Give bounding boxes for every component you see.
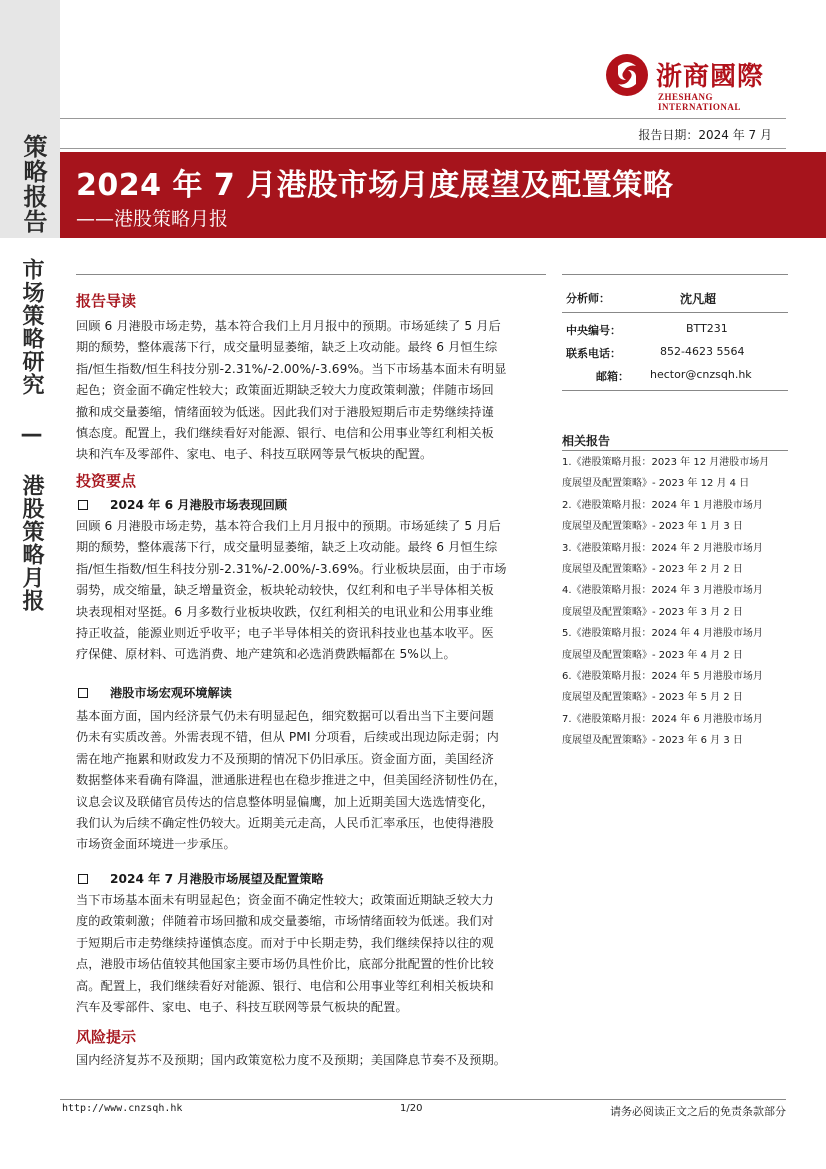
risk-text: 国内经济复苏不及预期；国内政策宽松力度不及预期；美国降息节奏不及预期。 xyxy=(76,1053,507,1067)
divider xyxy=(562,450,788,451)
footer-divider xyxy=(60,1099,786,1100)
divider xyxy=(562,390,788,391)
list-item[interactable]: 2.《港股策略月报：2024 年 1 月港股市场月 度展望及配置策略》- 2023 年 1 月 3 日 xyxy=(562,499,763,533)
section-heading: 港股市场宏观环境解读 xyxy=(76,684,232,701)
logo-name-en: ZHESHANG INTERNATIONAL xyxy=(658,92,741,112)
section-heading: 2024 年 7 月港股市场展望及配置策略 xyxy=(76,870,324,887)
section-text: 当下市场基本面未有明显起色；资金面不确定性较大；政策面近期缺乏较大力 度的政策刺激；伴随着市场回撤和成交量萎缩，市场情绪面较为低迷。我们对 于短期后市走势继续持谨慎态度。而对于中长期走势，我们继续保持以往的观 点，港股市场估值较其他国家主要市场仍具性价比，底部分批配置的性价比较 高。配置上，我们继续看好对能源、银行、电信和公用事业等红利相关板块和 汽车及零部件、家电、电子、科技互联网等景气板块的配置。 xyxy=(76,893,494,1015)
page-number: 1/20 xyxy=(400,1103,423,1114)
page-title: 2024 年 7 月港股市场月度展望及配置策略 xyxy=(76,168,674,203)
divider xyxy=(562,312,788,313)
phone-label: 联系电话： xyxy=(566,347,621,360)
report-date: 报告日期：2024 年 7 月 xyxy=(638,128,772,142)
checkbox-bullet-icon xyxy=(78,688,88,698)
guide-text: 回顾 6 月港股市场走势，基本符合我们上月月报中的预期。市场延续了 5 月后 期的颓势，整体震荡下行，成交量明显萎缩，缺乏上攻动能。最终 6 月恒生综 指/恒生指数/恒生科技分别-2.31%/-2.00%/-3.69%。当下市场基本面未有明显 起色；资金面不确定性较大；政策面近期缺乏较大力度政策刺激；伴随市场回 撤和成交量萎缩，情绪面较为低迷。因此我们对于港股短期后市走势继续持谨 慎态度。配置上，我们继续看好对能源、银行、电信和公用事业等红利相关板 块和汽车及零部件、家电、电子、科技互联网等景气板块的配置。 xyxy=(76,319,507,462)
footer-url[interactable]: http://www.cnzsqh.hk xyxy=(62,1103,183,1114)
divider xyxy=(76,274,546,275)
checkbox-bullet-icon xyxy=(78,874,88,884)
section-heading: 2024 年 6 月港股市场表现回顾 xyxy=(76,496,287,513)
analyst-name: 沈凡超 xyxy=(680,292,717,306)
list-item[interactable]: 6.《港股策略月报：2024 年 5 月港股市场月 度展望及配置策略》- 2023 年 5 月 2 日 xyxy=(562,671,763,704)
section-text: 基本面方面，国内经济景气仍未有明显起色，细究数据可以看出当下主要问题 仍未有实质改善。外需表现不错，但从 PMI 分项看，后续或出现边际走弱；内 需在地产拖累和财政发力不及预期的情况下仍旧承压。资金面方面，美国经济 数据整体来看确有降温，泄通胀进程也在稳步推进之中，但美国经济韧性仍在， 议息会议及联储官员传达的信息整体明显偏鹰，加上近期美国大选选情变化， 我们认为后续不确定性仍较大。近期美元走高，人民币汇率承压，也使得港股 市场资金面环境进一步承压。 xyxy=(76,709,507,852)
list-item[interactable]: 5.《港股策略月报：2024 年 4 月港股市场月 度展望及配置策略》- 2023 年 4 月 2 日 xyxy=(562,628,763,661)
list-item[interactable]: 4.《港股策略月报：2024 年 3 月港股市场月 度展望及配置策略》- 2023 年 3 月 2 日 xyxy=(562,585,763,618)
list-item[interactable]: 7.《港股策略月报：2024 年 6 月港股市场月 度展望及配置策略》- 2023 年 6 月 3 日 xyxy=(562,713,763,747)
email-label: 邮箱： xyxy=(596,370,629,383)
risk-title: 风险提示 xyxy=(76,1028,137,1046)
logo-name-cn: 浙商國際 xyxy=(656,62,765,92)
divider xyxy=(60,118,786,119)
logo-mark-icon xyxy=(606,54,648,96)
related-reports-list xyxy=(562,452,788,752)
left-top-stripe xyxy=(0,0,60,120)
checkbox-bullet-icon xyxy=(78,500,88,510)
list-item[interactable]: 3.《港股策略月报：2024 年 2 月港股市场月 度展望及配置策略》- 2023 年 2 月 2 日 xyxy=(562,542,763,576)
points-title: 投资要点 xyxy=(76,472,137,490)
report-category: 策略报告 xyxy=(19,134,47,234)
list-item[interactable]: 1.《港股策略月报：2023 年 12 月港股市场月 度展望及配置策略》- 2023 年 12 月 4 日 xyxy=(562,457,770,490)
company-logo xyxy=(606,54,786,110)
page-subtitle: ——港股策略月报 xyxy=(76,208,229,230)
phone-value: 852-4623 5564 xyxy=(660,345,745,358)
analyst-label: 分析师： xyxy=(566,292,610,305)
ce-value: BTT231 xyxy=(686,322,728,335)
divider xyxy=(562,274,788,275)
divider xyxy=(60,148,786,149)
footer-disclaimer: 请务必阅读正文之后的免责条款部分 xyxy=(610,1105,786,1118)
section-text: 回顾 6 月港股市场走势，基本符合我们上月月报中的预期。市场延续了 5 月后 期的颓势，整体震荡下行，成交量明显萎缩，缺乏上攻动能。最终 6 月恒生综 指/恒生指数/恒生科技分别-2.31%/-2.00%/-3.69%。行业板块层面，由于市场 弱势，成交缩量，缺乏增量资金，板块轮动较快，仅红利和电子半导体相关板 块表现相对坚挺。6 月多数行业板块收跌，仅红利相关的电讯业和公用事业维 持正收益，能源业则近乎收平；电子半导体相关的资讯科技业也基本收平。医 疗保健、原材料、可选消费、地产建筑和必选消费跌幅都在 5%以上。 xyxy=(76,519,507,662)
guide-title: 报告导读 xyxy=(76,292,137,310)
ce-label: 中央编号： xyxy=(566,324,621,337)
email-value[interactable]: hector@cnzsqh.hk xyxy=(650,368,752,381)
related-reports-title: 相关报告 xyxy=(562,434,611,448)
report-series: 市场策略研究 — 港股策略月报 xyxy=(19,258,44,612)
